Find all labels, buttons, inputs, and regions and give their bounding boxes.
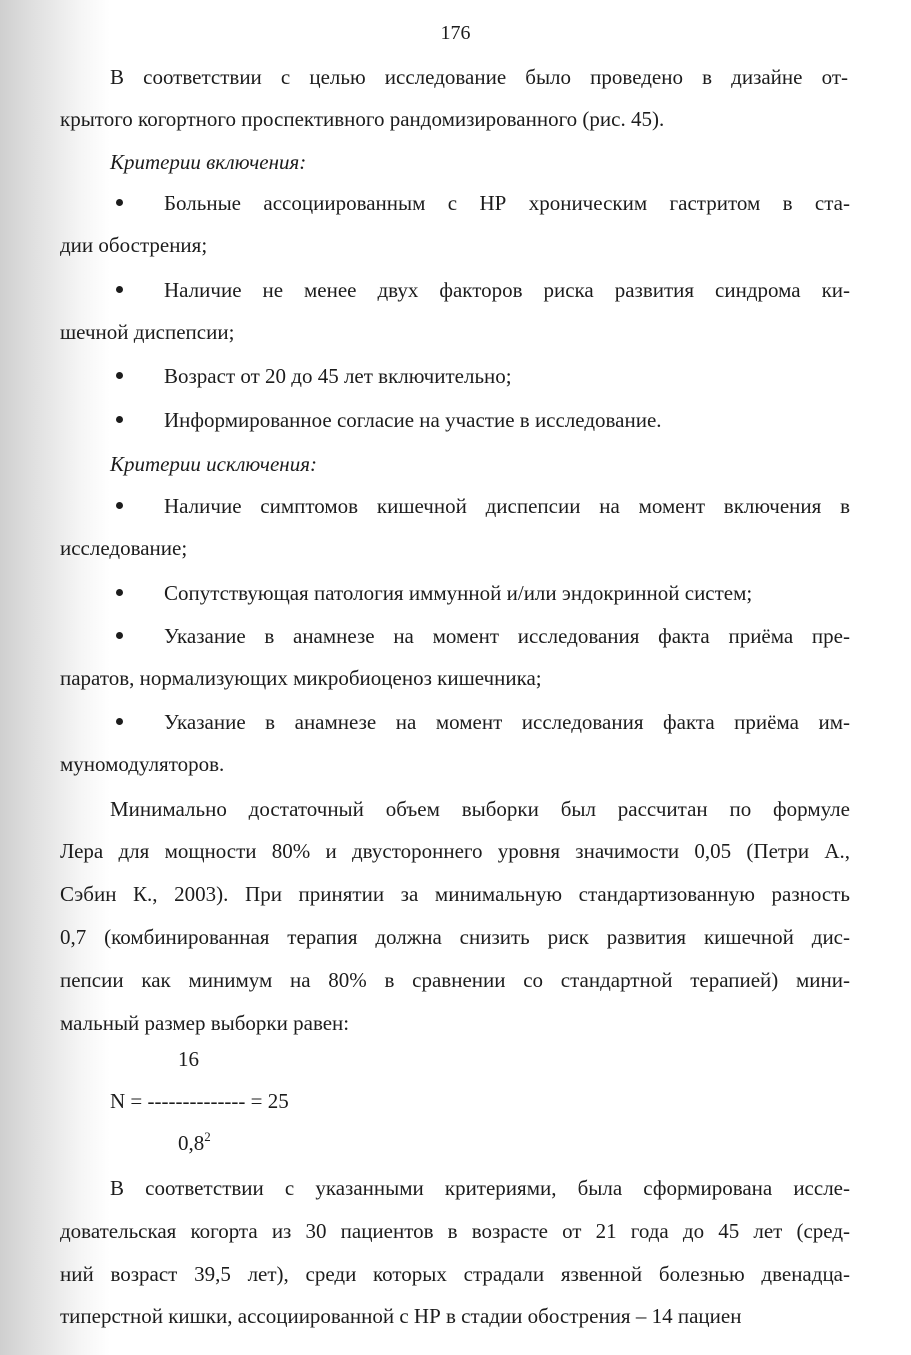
sample-line-3: Сэбин К., 2003). При принятии за минимальную стандартизованную разность bbox=[60, 882, 850, 906]
formula-equation: N = -------------- = 25 bbox=[110, 1089, 289, 1113]
sample-line-2: Лера для мощности 80% и двустороннего уровня значимости 0,05 (Петри А., bbox=[60, 839, 850, 863]
bullet-icon bbox=[116, 718, 123, 725]
page-number: 176 bbox=[440, 22, 471, 44]
bullet-icon bbox=[116, 632, 123, 639]
exclusion-item-3-line-1: Указание в анамнезе на момент исследования факта приёма пре- bbox=[164, 624, 850, 648]
bullet-icon bbox=[116, 416, 123, 423]
formula-numerator: 16 bbox=[178, 1047, 199, 1071]
exclusion-item-1-line-1: Наличие симптомов кишечной диспепсии на момент включения в bbox=[164, 494, 850, 518]
inclusion-item-4: Информированное согласие на участие в исследование. bbox=[164, 408, 662, 432]
bullet-icon bbox=[116, 372, 123, 379]
intro-line-1: В соответствии с целью исследование было проведено в дизайне от- bbox=[110, 65, 848, 89]
exclusion-item-1-line-2: исследование; bbox=[60, 536, 188, 560]
exclusion-item-4-line-2: муномодуляторов. bbox=[60, 752, 225, 776]
exclusion-item-3-line-2: паратов, нормализующих микробиоценоз кишечника; bbox=[60, 666, 542, 690]
formula-exponent: 2 bbox=[204, 1129, 211, 1144]
intro-line-2: крытого когортного проспективного рандомизированного (рис. 45). bbox=[60, 107, 665, 131]
cohort-line-4: типерстной кишки, ассоциированной с НР в стадии обострения – 14 пациен bbox=[60, 1304, 742, 1328]
bullet-icon bbox=[116, 502, 123, 509]
sample-line-1: Минимально достаточный объем выборки был рассчитан по формуле bbox=[110, 797, 850, 821]
bullet-icon bbox=[116, 286, 123, 293]
exclusion-item-2: Сопутствующая патология иммунной и/или эндокринной систем; bbox=[164, 581, 753, 605]
bullet-icon bbox=[116, 199, 123, 206]
formula-denominator-base: 0,8 bbox=[178, 1131, 205, 1155]
sample-line-4: 0,7 (комбинированная терапия должна снизить риск развития кишечной дис- bbox=[60, 925, 850, 949]
exclusion-heading: Критерии исключения: bbox=[110, 452, 317, 476]
inclusion-item-3: Возраст от 20 до 45 лет включительно; bbox=[164, 364, 512, 388]
inclusion-heading: Критерии включения: bbox=[110, 150, 307, 174]
bullet-icon bbox=[116, 589, 123, 596]
cohort-line-2: довательская когорта из 30 пациентов в возрасте от 21 года до 45 лет (сред- bbox=[60, 1219, 850, 1243]
inclusion-item-1-line-1: Больные ассоциированным с НР хроническим гастритом в ста- bbox=[164, 191, 850, 215]
exclusion-item-4-line-1: Указание в анамнезе на момент исследования факта приёма им- bbox=[164, 710, 850, 734]
inclusion-item-1-line-2: дии обострения; bbox=[60, 233, 208, 257]
cohort-line-3: ний возраст 39,5 лет), среди которых страдали язвенной болезнью двенадца- bbox=[60, 1262, 850, 1286]
sample-line-6: мальный размер выборки равен: bbox=[60, 1011, 350, 1035]
inclusion-item-2-line-1: Наличие не менее двух факторов риска развития синдрома ки- bbox=[164, 278, 850, 302]
formula-denominator bbox=[178, 1130, 211, 1156]
sample-line-5: пепсии как минимум на 80% в сравнении со стандартной терапией) мини- bbox=[60, 968, 850, 992]
cohort-line-1: В соответствии с указанными критериями, была сформирована иссле- bbox=[110, 1176, 850, 1200]
inclusion-item-2-line-2: шечной диспепсии; bbox=[60, 320, 235, 344]
